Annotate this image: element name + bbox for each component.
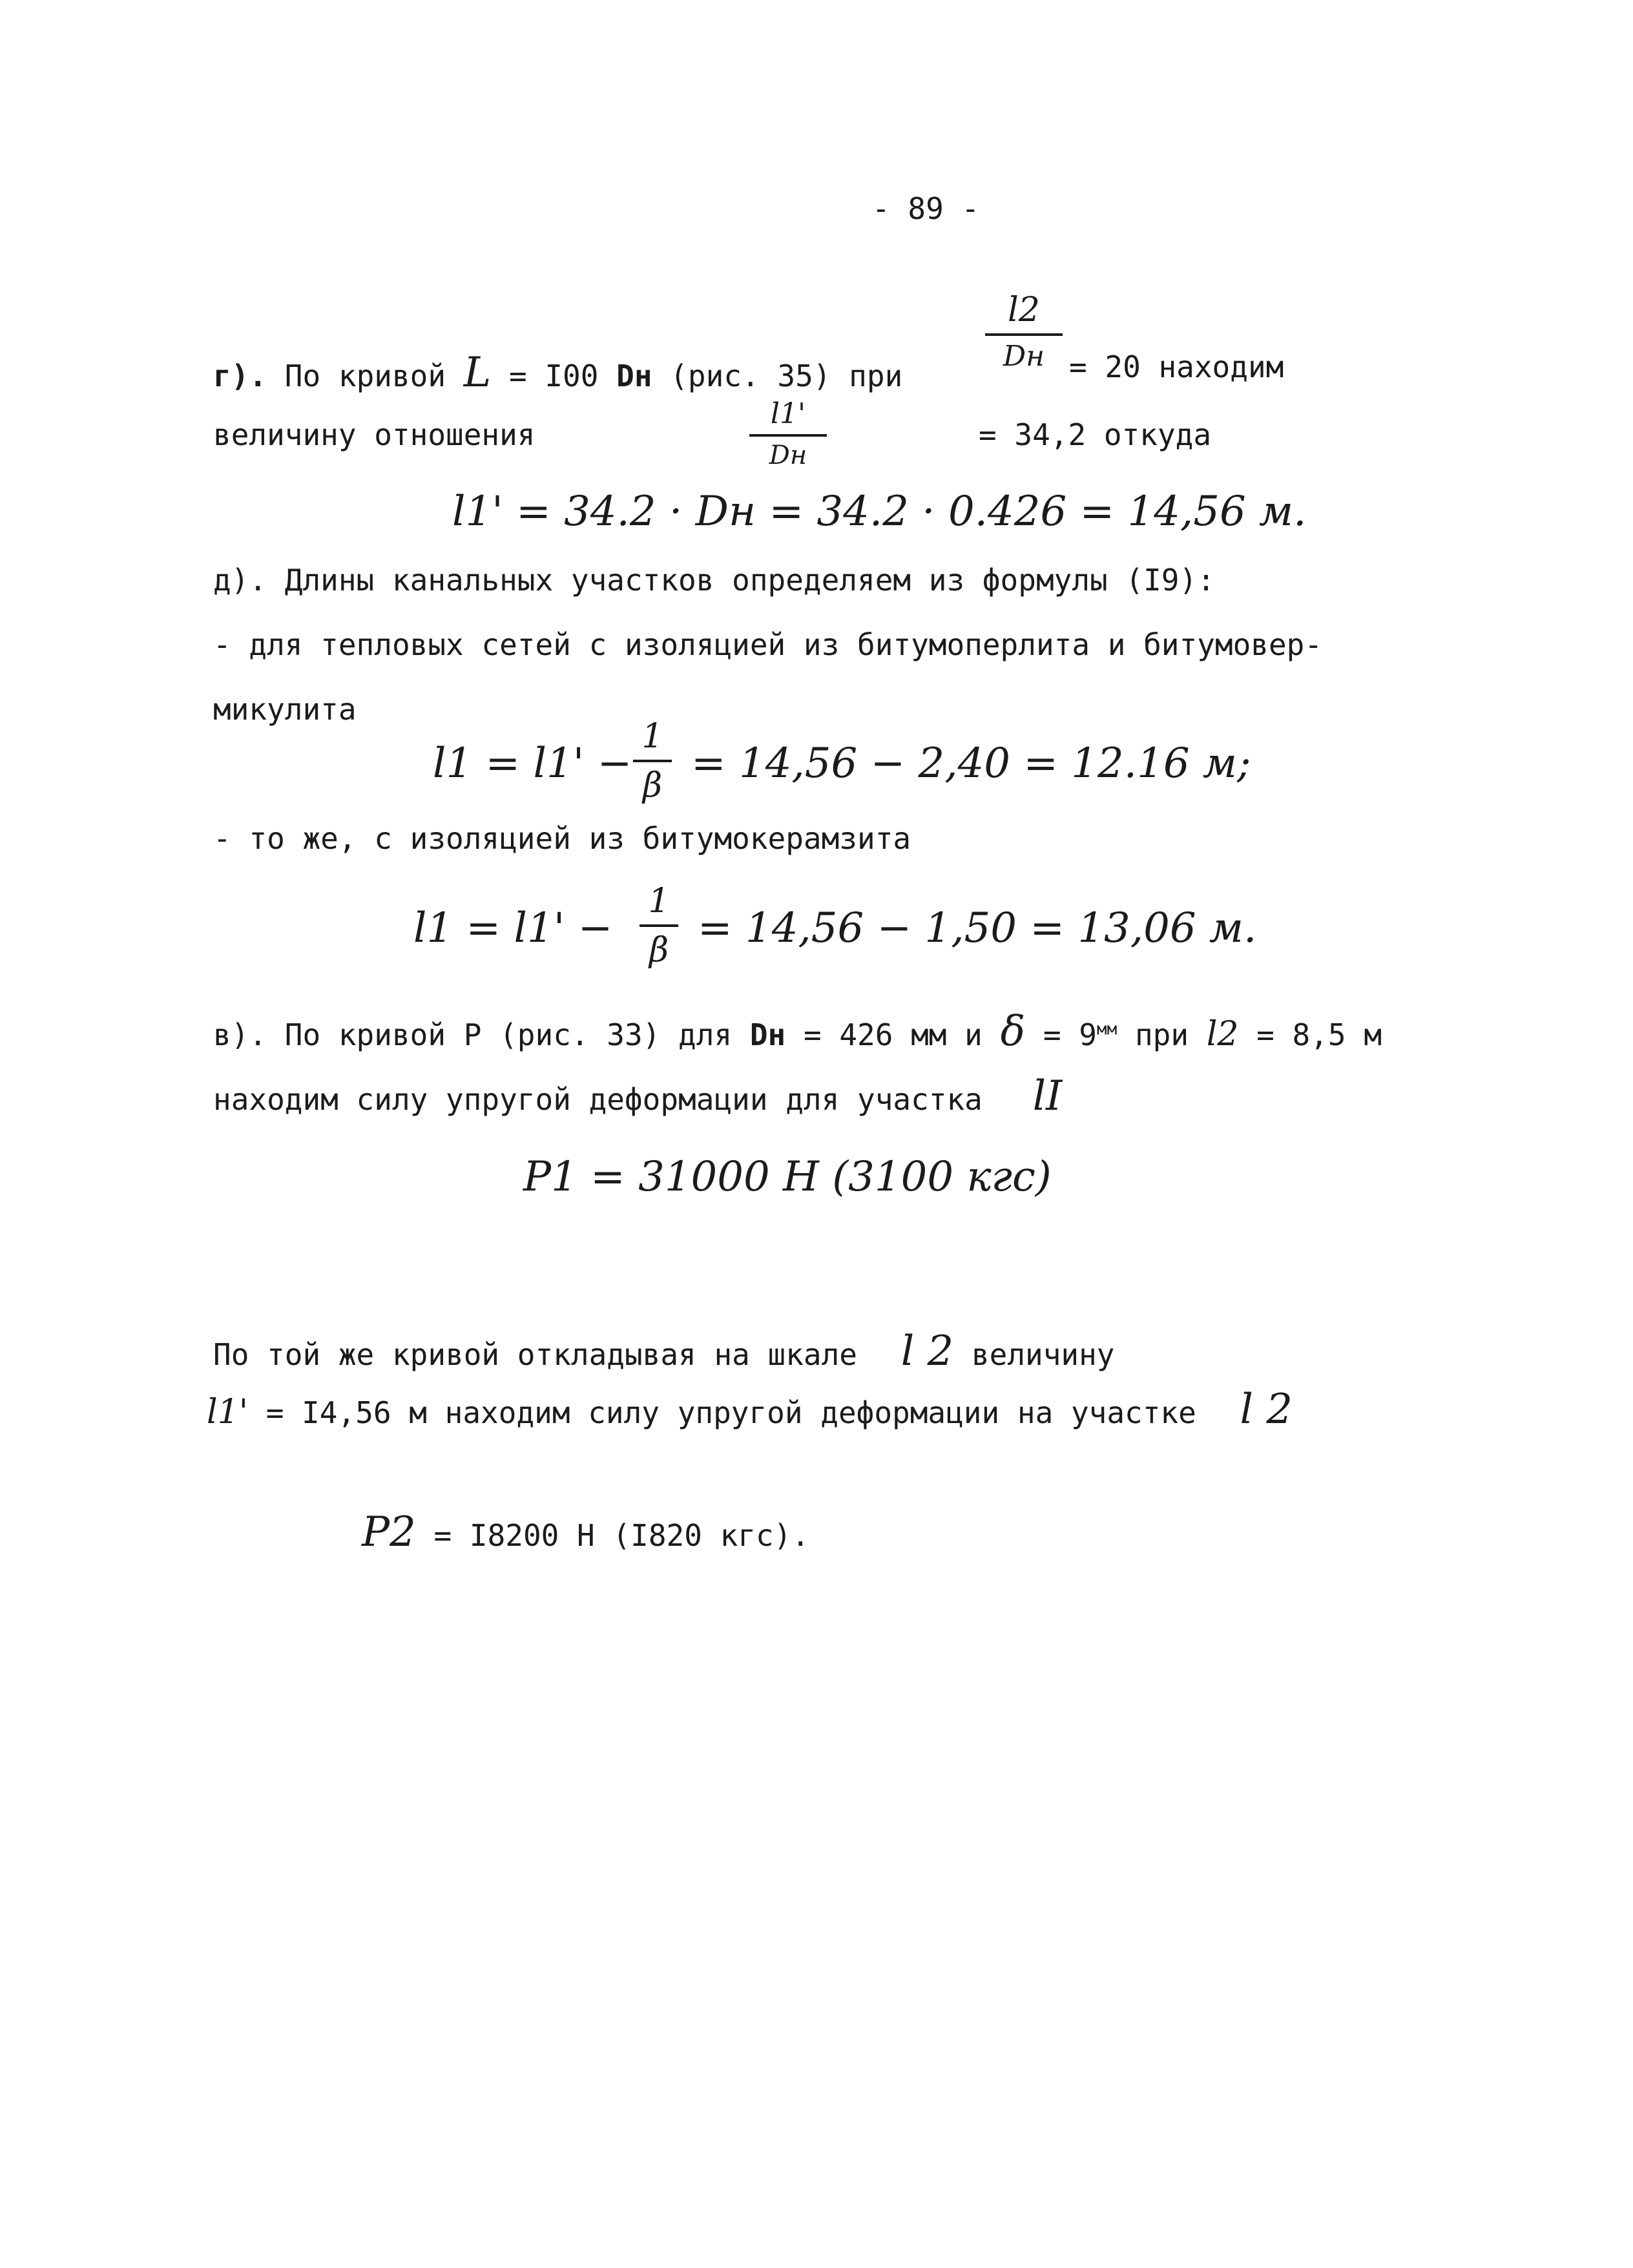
item-g-text-b: = I00 bbox=[508, 359, 599, 393]
formula1-bar bbox=[633, 760, 672, 762]
p2-value: = I8200 Н (I820 кгс). bbox=[433, 1518, 810, 1553]
item-v-line1-a: в). По кривой Р (рис. 33) для bbox=[213, 1017, 733, 1052]
item-v-l2: l2 bbox=[1206, 1015, 1239, 1054]
item-v-dh: Dн bbox=[749, 1017, 786, 1052]
formula-l1prime: l1' = 34.2 · Dн = 34.2 · 0.426 = 14,56 м. bbox=[452, 488, 1307, 536]
item-d-line3: микулита bbox=[213, 692, 357, 727]
formula1-numerator: 1 bbox=[641, 717, 663, 756]
formula-p1: P1 = 31000 Н (3100 кгс) bbox=[523, 1153, 1052, 1201]
formula2-fraction bbox=[640, 882, 678, 970]
curve-symbol-L: L bbox=[463, 349, 492, 397]
item-v-mm: мм bbox=[1096, 1019, 1118, 1039]
paragraph2-l2b: l 2 bbox=[1240, 1386, 1293, 1433]
p2-label: P2 bbox=[362, 1508, 416, 1556]
paragraph2-l2: l 2 bbox=[900, 1327, 954, 1375]
ratio-bar bbox=[749, 434, 827, 437]
item-g-line1 bbox=[213, 349, 903, 397]
item-v-line1-e: = 8,5 м bbox=[1256, 1017, 1382, 1052]
item-v-line1-c: = 9 bbox=[1043, 1017, 1097, 1052]
formula1-rhs: = 14,56 − 2,40 = 12.16 м; bbox=[691, 740, 1251, 787]
paragraph2-line1 bbox=[213, 1327, 1115, 1375]
item-v-line1-b: = 426 мм и bbox=[803, 1017, 983, 1052]
item-g-line2-a: величину отношения bbox=[213, 417, 536, 452]
fraction-l2-over-dh bbox=[985, 291, 1063, 373]
fraction-denominator: Dн bbox=[1003, 340, 1045, 373]
item-g-line2-b: = 34,2 откуда bbox=[979, 417, 1212, 452]
formula1-lhs: l1 = l1' − bbox=[433, 740, 632, 787]
fraction-bar bbox=[985, 333, 1063, 336]
page-number: - 89 - bbox=[872, 191, 980, 226]
item-g-marker: г). bbox=[213, 359, 267, 393]
formula2-rhs: = 14,56 − 1,50 = 13,06 м. bbox=[698, 904, 1257, 952]
paragraph2-line1-b: величину bbox=[971, 1337, 1115, 1372]
paragraph2-line2-a: = I4,56 м находим силу упругой деформации на участке bbox=[265, 1395, 1196, 1430]
formula-p2 bbox=[362, 1508, 810, 1556]
formula2-lhs: l1 = l1' − bbox=[413, 904, 613, 952]
formula2-denominator: β bbox=[649, 931, 669, 970]
paragraph2-line1-a: По той же кривой откладывая на шкале bbox=[213, 1337, 857, 1372]
paragraph2-line2 bbox=[207, 1386, 1293, 1433]
item-g-text-c: (рис. 35) при bbox=[670, 359, 903, 393]
paragraph2-l1prime: l1' bbox=[207, 1393, 249, 1431]
item-v-line1-d: при bbox=[1134, 1017, 1189, 1052]
item-g-dh: Dн bbox=[616, 359, 652, 393]
formula1-fraction bbox=[633, 717, 672, 805]
item-d-line4: - то же, с изоляцией из битумокерамзита bbox=[213, 821, 911, 856]
ratio-denominator: Dн bbox=[769, 441, 807, 470]
item-g-text-a: По кривой bbox=[284, 359, 446, 393]
item-v-line1 bbox=[213, 1008, 1382, 1056]
item-d-line1: д). Длины канальных участков определяем из формулы (I9): bbox=[213, 563, 1215, 598]
item-g-text-d: = 20 находим bbox=[1069, 349, 1284, 384]
fraction-l1prime-over-dh bbox=[749, 397, 827, 470]
item-v-l1: lI bbox=[1032, 1072, 1063, 1120]
item-v-line2-text: находим силу упругой деформации для участка bbox=[213, 1082, 983, 1117]
fraction-numerator: l2 bbox=[1008, 291, 1040, 329]
item-v-line2 bbox=[213, 1072, 1063, 1120]
formula2-bar bbox=[640, 924, 678, 927]
item-d-line2: - для тепловых сетей с изоляцией из битумоперлита и битумовер- bbox=[213, 627, 1323, 662]
ratio-numerator: l1' bbox=[770, 397, 806, 430]
formula1-denominator: β bbox=[642, 766, 663, 805]
delta-symbol: δ bbox=[1000, 1008, 1026, 1056]
formula2-numerator: 1 bbox=[648, 882, 670, 921]
